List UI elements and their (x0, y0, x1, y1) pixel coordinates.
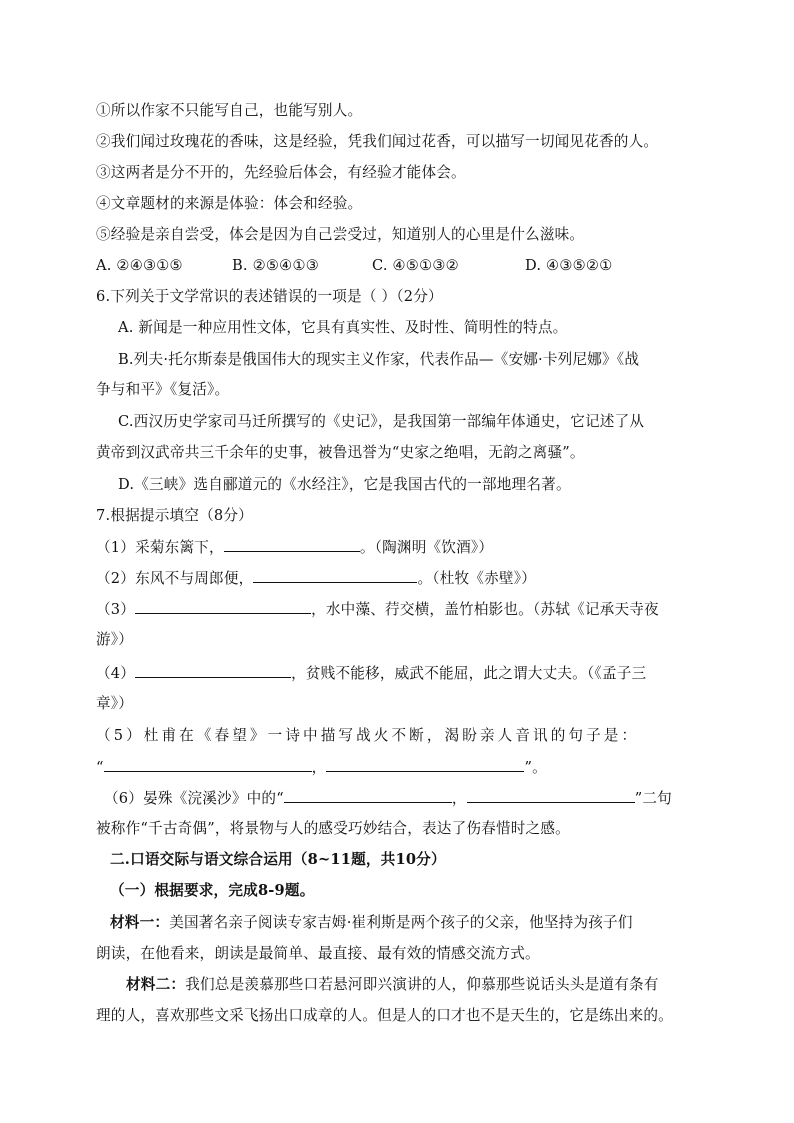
q7-6-comma: ， (451, 790, 467, 807)
q6-option-c-line1: C.西汉历史学家司马迁所撰写的《史记》，是我国第一部编年体通史，它记述了从 (118, 413, 645, 430)
q5-item-1: ①所以作家不只能写自己，也能写别人。 (96, 102, 363, 119)
q7-line-5-cont (96, 757, 547, 778)
material-2-label: 材料二： (126, 976, 186, 993)
q5-option-b: B. ②⑤④①③ (232, 257, 320, 274)
q7-2-blank[interactable] (253, 568, 417, 583)
q7-1-blank[interactable] (224, 537, 360, 552)
material-1-label: 材料一： (110, 914, 170, 931)
q7-6-prefix: （6）晏殊《浣溪沙》中的“ (104, 790, 284, 807)
material-1-line1 (110, 913, 633, 933)
q7-5-blank-1[interactable] (104, 757, 312, 772)
q7-stem: 7.根据提示填空（8分） (96, 507, 253, 524)
q5-option-c: C. ④⑤①③② (372, 257, 459, 274)
q5-item-3: ③这两者是分不开的，先经验后体会，有经验才能体会。 (96, 164, 466, 181)
q7-3-suffix: ，水中藻、荇交横，盖竹柏影也。（苏轼《记承天寺夜 (311, 601, 659, 618)
q7-line-3 (96, 599, 659, 620)
q6-option-b-line2: 争与和平》《复活》。 (96, 381, 230, 398)
section-2-subtitle: （一）根据要求，完成8-9题。 (110, 882, 315, 899)
material-1-text: 美国著名亲子阅读专家吉姆·崔利斯是两个孩子的父亲，他坚持为孩子们 (169, 914, 633, 931)
q5-item-2: ②我们闻过玫瑰花的香味，这是经验，凭我们闻过花香，可以描写一切闻见花香的人。 (96, 133, 659, 150)
q6-stem: 6.下列关于文学常识的表述错误的一项是（ ）（2分） (96, 288, 443, 305)
q6-option-b-line1: B.列夫·托尔斯泰是俄国伟大的现实主义作家，代表作品—《安娜·卡列尼娜》《战 (118, 351, 640, 368)
q7-4-blank[interactable] (135, 663, 291, 678)
q7-1-prefix: （1）采菊东篱下， (96, 539, 224, 556)
material-2-line2: 理的人，喜欢那些文采飞扬出口成章的人。但是人的口才也不是天生的，它是练出来的。 (96, 1007, 673, 1024)
q5-item-5: ⑤经验是亲自尝受，体会是因为自己尝受过，知道别人的心里是什么滋味。 (96, 226, 585, 243)
q7-1-suffix: 。（陶渊明《饮酒》） (359, 539, 494, 556)
q5-item-4: ④文章题材的来源是体验：体会和经验。 (96, 195, 363, 212)
q6-option-d: D.《三峡》选自郦道元的《水经注》，它是我国古代的一部地理名著。 (118, 476, 571, 493)
q7-5-comma: ， (311, 759, 327, 776)
q7-line-1 (96, 537, 493, 558)
material-2-text: 我们总是羡慕那些口若悬河即兴演讲的人，仰慕那些说话头头是道有条有 (185, 976, 659, 993)
q7-6-blank-2[interactable] (467, 788, 635, 803)
q7-5-open-quote: “ (96, 759, 104, 776)
q7-5-blank-2[interactable] (326, 757, 524, 772)
q6-option-c-line2: 黄帝到汉武帝共三千余年的史事，被鲁迅誉为“史家之绝唱，无韵之离骚”。 (96, 444, 585, 461)
material-1-line2: 朗读，在他看来，朗读是最简单、最直接、最有效的情感交流方式。 (96, 945, 540, 962)
q7-5-close-quote: ”。 (524, 759, 547, 776)
q7-4-prefix: （4） (96, 665, 136, 682)
q7-line-2 (96, 568, 536, 589)
q5-option-d: D. ④③⑤②① (525, 257, 613, 274)
q7-2-prefix: （2）东风不与周郎便， (96, 570, 254, 587)
q5-option-a: A. ②④③①⑤ (96, 257, 183, 274)
q7-4-suffix: ，贫贱不能移，威武不能屈，此之谓大丈夫。（《孟子三 (291, 665, 647, 682)
q7-line-6 (104, 788, 672, 809)
q7-line-4 (96, 663, 646, 684)
material-2-line1 (126, 975, 659, 995)
q7-2-suffix: 。（杜牧《赤壁》） (417, 570, 536, 587)
q7-6-blank-1[interactable] (284, 788, 452, 803)
q7-6-suffix: ”二句 (634, 790, 672, 807)
q7-3-prefix: （3） (96, 601, 136, 618)
q7-line-4-cont: 章》） (96, 695, 134, 712)
q7-line-3-cont: 游》） (96, 631, 134, 648)
q7-line-5: （5）杜甫在《春望》一诗中描写战火不断，渴盼亲人音讯的句子是： (96, 727, 640, 744)
q7-line-6-cont: 被称作“千古奇偶”，将景物与人的感受巧妙结合，表达了伤春惜时之感。 (96, 820, 570, 837)
q7-3-blank[interactable] (135, 599, 311, 614)
q6-option-a: A. 新闻是一种应用性文体，它具有真实性、及时性、简明性的特点。 (118, 319, 568, 336)
q5-options (96, 256, 612, 276)
section-2-title: 二.口语交际与语文综合运用（8~11题，共10分） (110, 851, 446, 868)
